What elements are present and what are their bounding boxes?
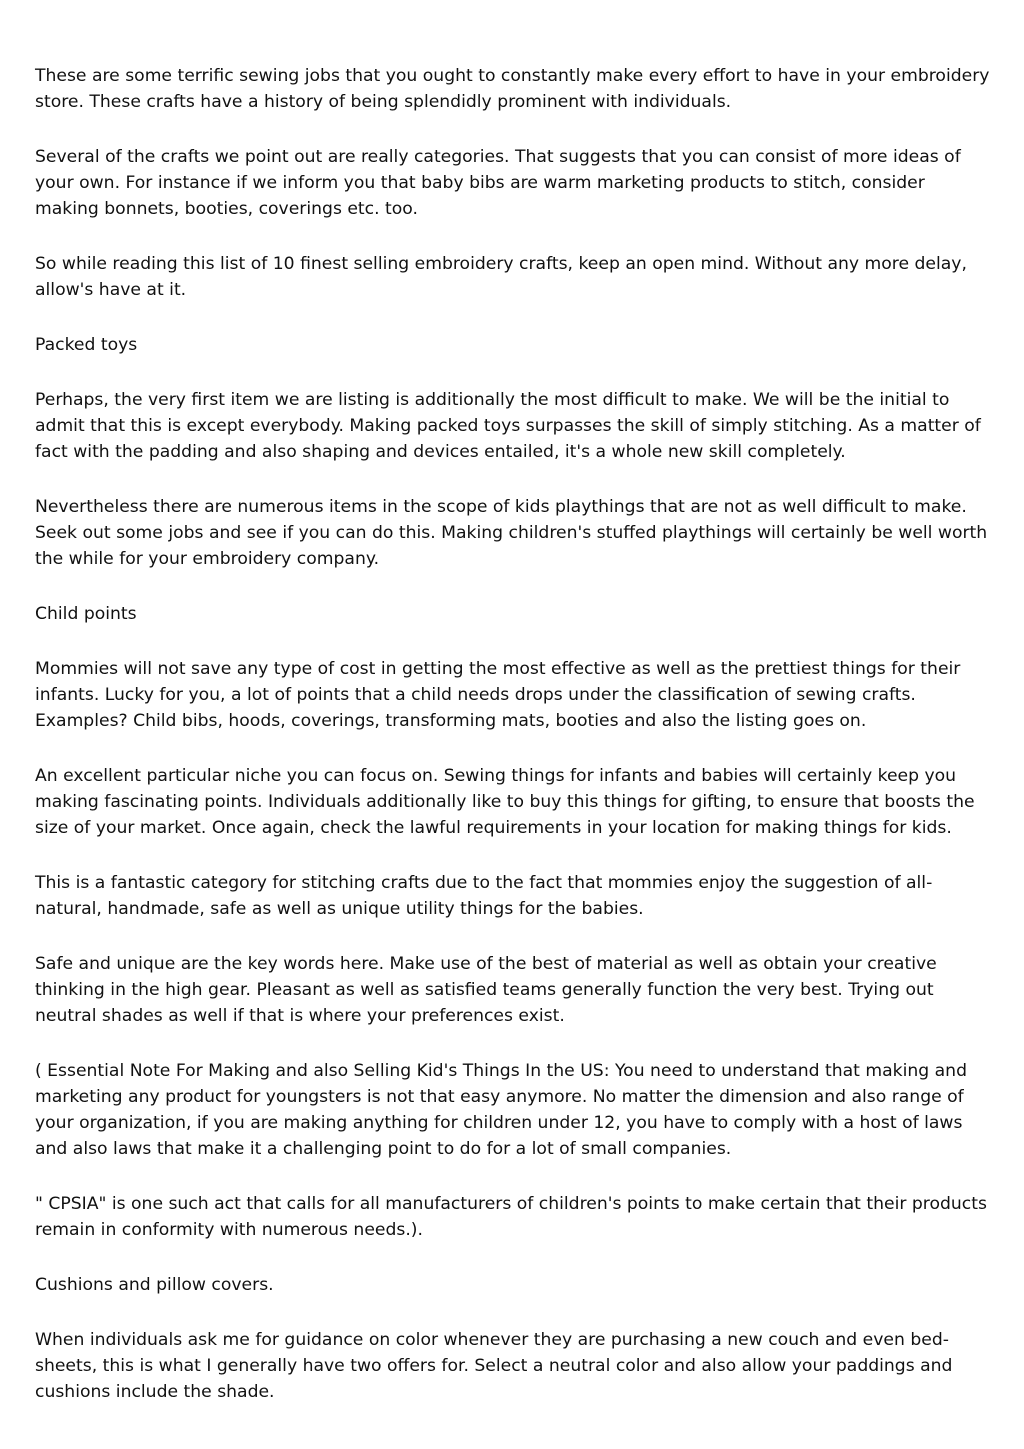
paragraph: " CPSIA" is one such act that calls for all manufacturers of children's points to make certain that their products remain in conformity with numerous needs.). xyxy=(35,1194,987,1240)
paragraph: Mommies will not save any type of cost in getting the most effective as well as the prettiest things for their infants. Lucky for you, a lot of points that a child needs drops under the classification of sewing crafts. Examples? Child bibs, hoods, coverings, transforming mats, booties and also the listing goes on. xyxy=(35,659,961,731)
section-heading: Cushions and pillow covers. xyxy=(35,1275,274,1295)
paragraph: Several of the crafts we point out are really categories. That suggests that you can consist of more ideas of your own. For instance if we inform you that baby bibs are warm marketing products to stitch, consider making bonnets, booties, coverings etc. too. xyxy=(35,147,961,219)
section-heading: Child points xyxy=(35,604,137,624)
paragraph: ( Essential Note For Making and also Selling Kid's Things In the US: You need to understand that making and marketing any product for youngsters is not that easy anymore. No matter the dimension and also range of your organization, if you are making anything for children under 12, you have to comply with a host of laws and also laws that make it a challenging point to do for a lot of small companies. xyxy=(35,1061,967,1159)
paragraph: Perhaps, the very first item we are listing is additionally the most difficult to make. We will be the initial to admit that this is except everybody. Making packed toys surpasses the skill of simply stitching. As a matter of fact with the padding and also shaping and devices entailed, it's a whole new skill completely. xyxy=(35,390,981,462)
paragraph: This is a fantastic category for stitching crafts due to the fact that mommies enjoy the suggestion of all-natural, handmade, safe as well as unique utility things for the babies. xyxy=(35,873,933,919)
paragraph: When individuals ask me for guidance on color whenever they are purchasing a new couch and even bed-sheets, this is what I generally have two offers for. Select a neutral color and also allow your paddings and cushions include the shade. xyxy=(35,1330,953,1402)
paragraph: So while reading this list of 10 finest selling embroidery crafts, keep an open mind. Without any more delay, allow's have at it. xyxy=(35,254,967,300)
paragraph: Safe and unique are the key words here. Make use of the best of material as well as obtain your creative thinking in the high gear. Pleasant as well as satisfied teams generally function the very best. Trying out neutral shades as well if that is where your preferences exist. xyxy=(35,954,937,1026)
paragraph: These are some terrific sewing jobs that you ought to constantly make every effort to have in your embroidery store. These crafts have a history of being splendidly prominent with individuals. xyxy=(35,66,990,112)
paragraph: An excellent particular niche you can focus on. Sewing things for infants and babies will certainly keep you making fascinating points. Individuals additionally like to buy this things for gifting, to ensure that boosts the size of your market. Once again, check the lawful requirements in your location for making things for kids. xyxy=(35,766,975,838)
section-heading: Packed toys xyxy=(35,335,138,355)
paragraph: Nevertheless there are numerous items in the scope of kids playthings that are not as well difficult to make. Seek out some jobs and see if you can do this. Making children's stuffed playthings will certainly be well worth the while for your embroidery company. xyxy=(35,497,988,569)
